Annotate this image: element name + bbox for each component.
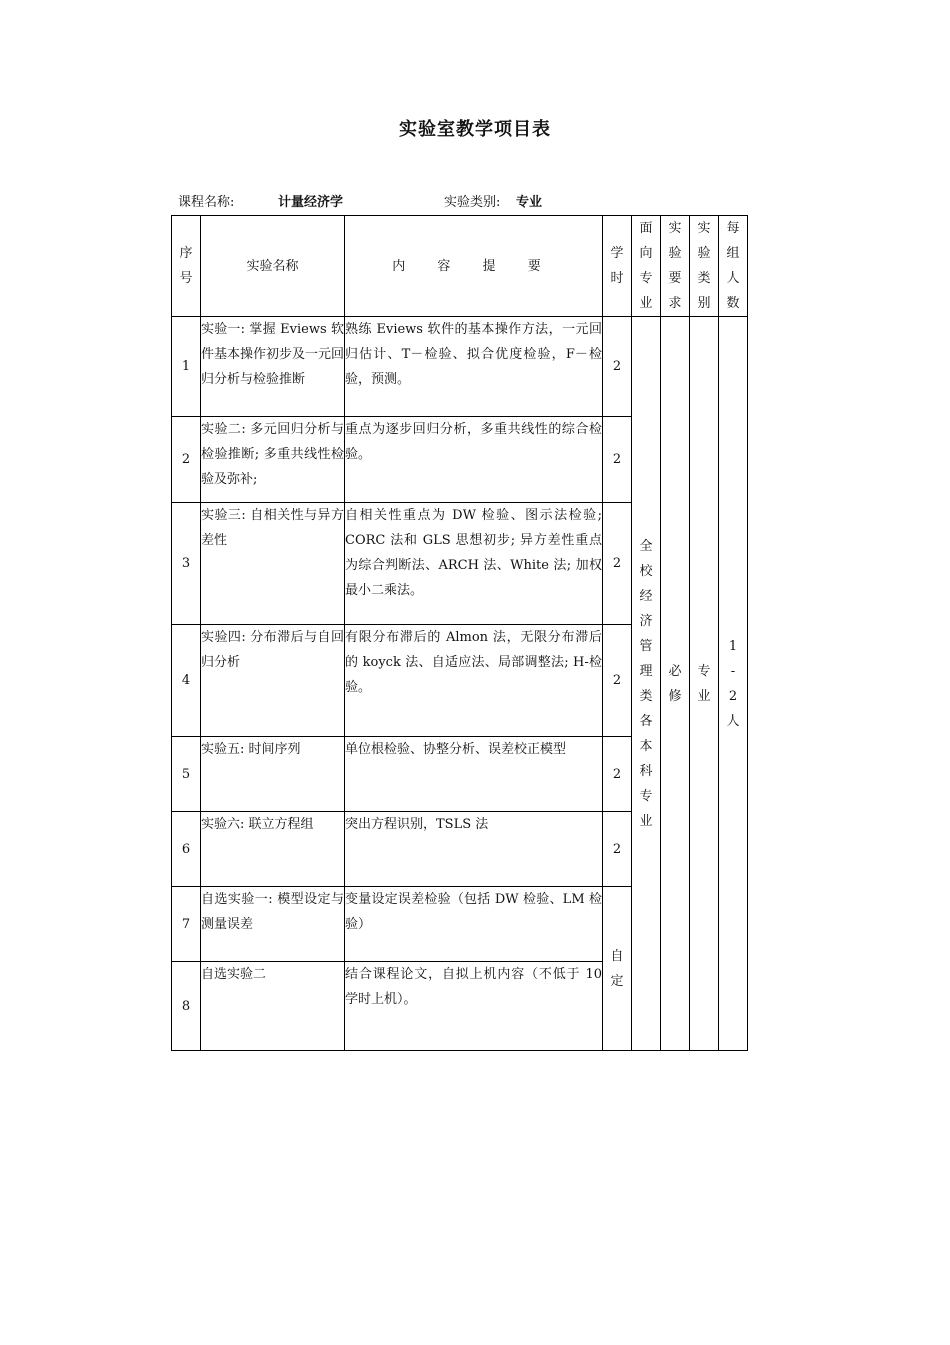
header-type: 实 验 类 别 bbox=[690, 216, 719, 317]
header-row bbox=[172, 216, 748, 317]
header-major: 面 向 专 业 bbox=[632, 216, 661, 317]
header-name: 实验名称 bbox=[201, 216, 345, 317]
experiment-name: 实验四: 分布滞后与自回归分析 bbox=[201, 625, 345, 737]
course-name-value: 计量经济学 bbox=[278, 195, 344, 210]
experiment-hours: 2 bbox=[603, 737, 632, 812]
experiment-hours: 2 bbox=[603, 503, 632, 625]
experiment-content: 变量设定误差检验（包括 DW 检验、LM 检验） bbox=[345, 887, 603, 962]
experiment-name: 实验五: 时间序列 bbox=[201, 737, 345, 812]
table-row bbox=[172, 317, 748, 417]
experiment-content: 有限分布滞后的 Almon 法，无限分布滞后的 koyck 法、自适应法、局部调整法; H-检验。 bbox=[345, 625, 603, 737]
page-title: 实验室教学项目表 bbox=[399, 119, 551, 140]
header-index: 序 号 bbox=[172, 216, 201, 317]
row-index: 8 bbox=[172, 962, 201, 1051]
header-requirement: 实 验 要 求 bbox=[661, 216, 690, 317]
experiment-hours: 2 bbox=[603, 317, 632, 417]
experiment-name: 实验三: 自相关性与异方差性 bbox=[201, 503, 345, 625]
type-cell: 专 业 bbox=[690, 317, 719, 1051]
header-hours: 学 时 bbox=[603, 216, 632, 317]
row-index: 1 bbox=[172, 317, 201, 417]
row-index: 7 bbox=[172, 887, 201, 962]
course-name-label: 课程名称: bbox=[178, 195, 235, 210]
header-group: 每 组 人 数 bbox=[719, 216, 748, 317]
experiment-table bbox=[171, 215, 748, 1051]
major-cell: 全 校 经 济 管 理 类 各 本 科 专 业 bbox=[632, 317, 661, 1051]
experiment-hours: 2 bbox=[603, 417, 632, 503]
experiment-name: 自选实验一: 模型设定与测量误差 bbox=[201, 887, 345, 962]
experiment-name: 实验六: 联立方程组 bbox=[201, 812, 345, 887]
row-index: 2 bbox=[172, 417, 201, 503]
row-index: 3 bbox=[172, 503, 201, 625]
experiment-content: 自相关性重点为 DW 检验、图示法检验; CORC 法和 GLS 思想初步; 异方差性重点为综合判断法、ARCH 法、White 法; 加权最小二乘法。 bbox=[345, 503, 603, 625]
experiment-hours: 2 bbox=[603, 625, 632, 737]
experiment-hours: 2 bbox=[603, 812, 632, 887]
experiment-name: 自选实验二 bbox=[201, 962, 345, 1051]
group-size-cell: 1 - 2 人 bbox=[719, 317, 748, 1051]
experiment-content: 熟练 Eviews 软件的基本操作方法，一元回归估计、T－检验、拟合优度检验，F－检验，预测。 bbox=[345, 317, 603, 417]
row-index: 5 bbox=[172, 737, 201, 812]
experiment-content: 重点为逐步回归分析，多重共线性的综合检验。 bbox=[345, 417, 603, 503]
category-value: 专业 bbox=[516, 195, 543, 210]
requirement-cell: 必 修 bbox=[661, 317, 690, 1051]
experiment-content: 突出方程识别，TSLS 法 bbox=[345, 812, 603, 887]
category-label: 实验类别: bbox=[444, 195, 501, 210]
row-index: 4 bbox=[172, 625, 201, 737]
experiment-name: 实验二: 多元回归分析与检验推断; 多重共线性检验及弥补; bbox=[201, 417, 345, 503]
self-defined-hours: 自 定 bbox=[603, 887, 632, 1051]
experiment-content: 结合课程论文，自拟上机内容（不低于 10 学时上机）。 bbox=[345, 962, 603, 1051]
experiment-content: 单位根检验、协整分析、误差校正模型 bbox=[345, 737, 603, 812]
header-content: 内 容 提 要 bbox=[345, 216, 603, 317]
row-index: 6 bbox=[172, 812, 201, 887]
experiment-name: 实验一: 掌握 Eviews 软件基本操作初步及一元回归分析与检验推断 bbox=[201, 317, 345, 417]
